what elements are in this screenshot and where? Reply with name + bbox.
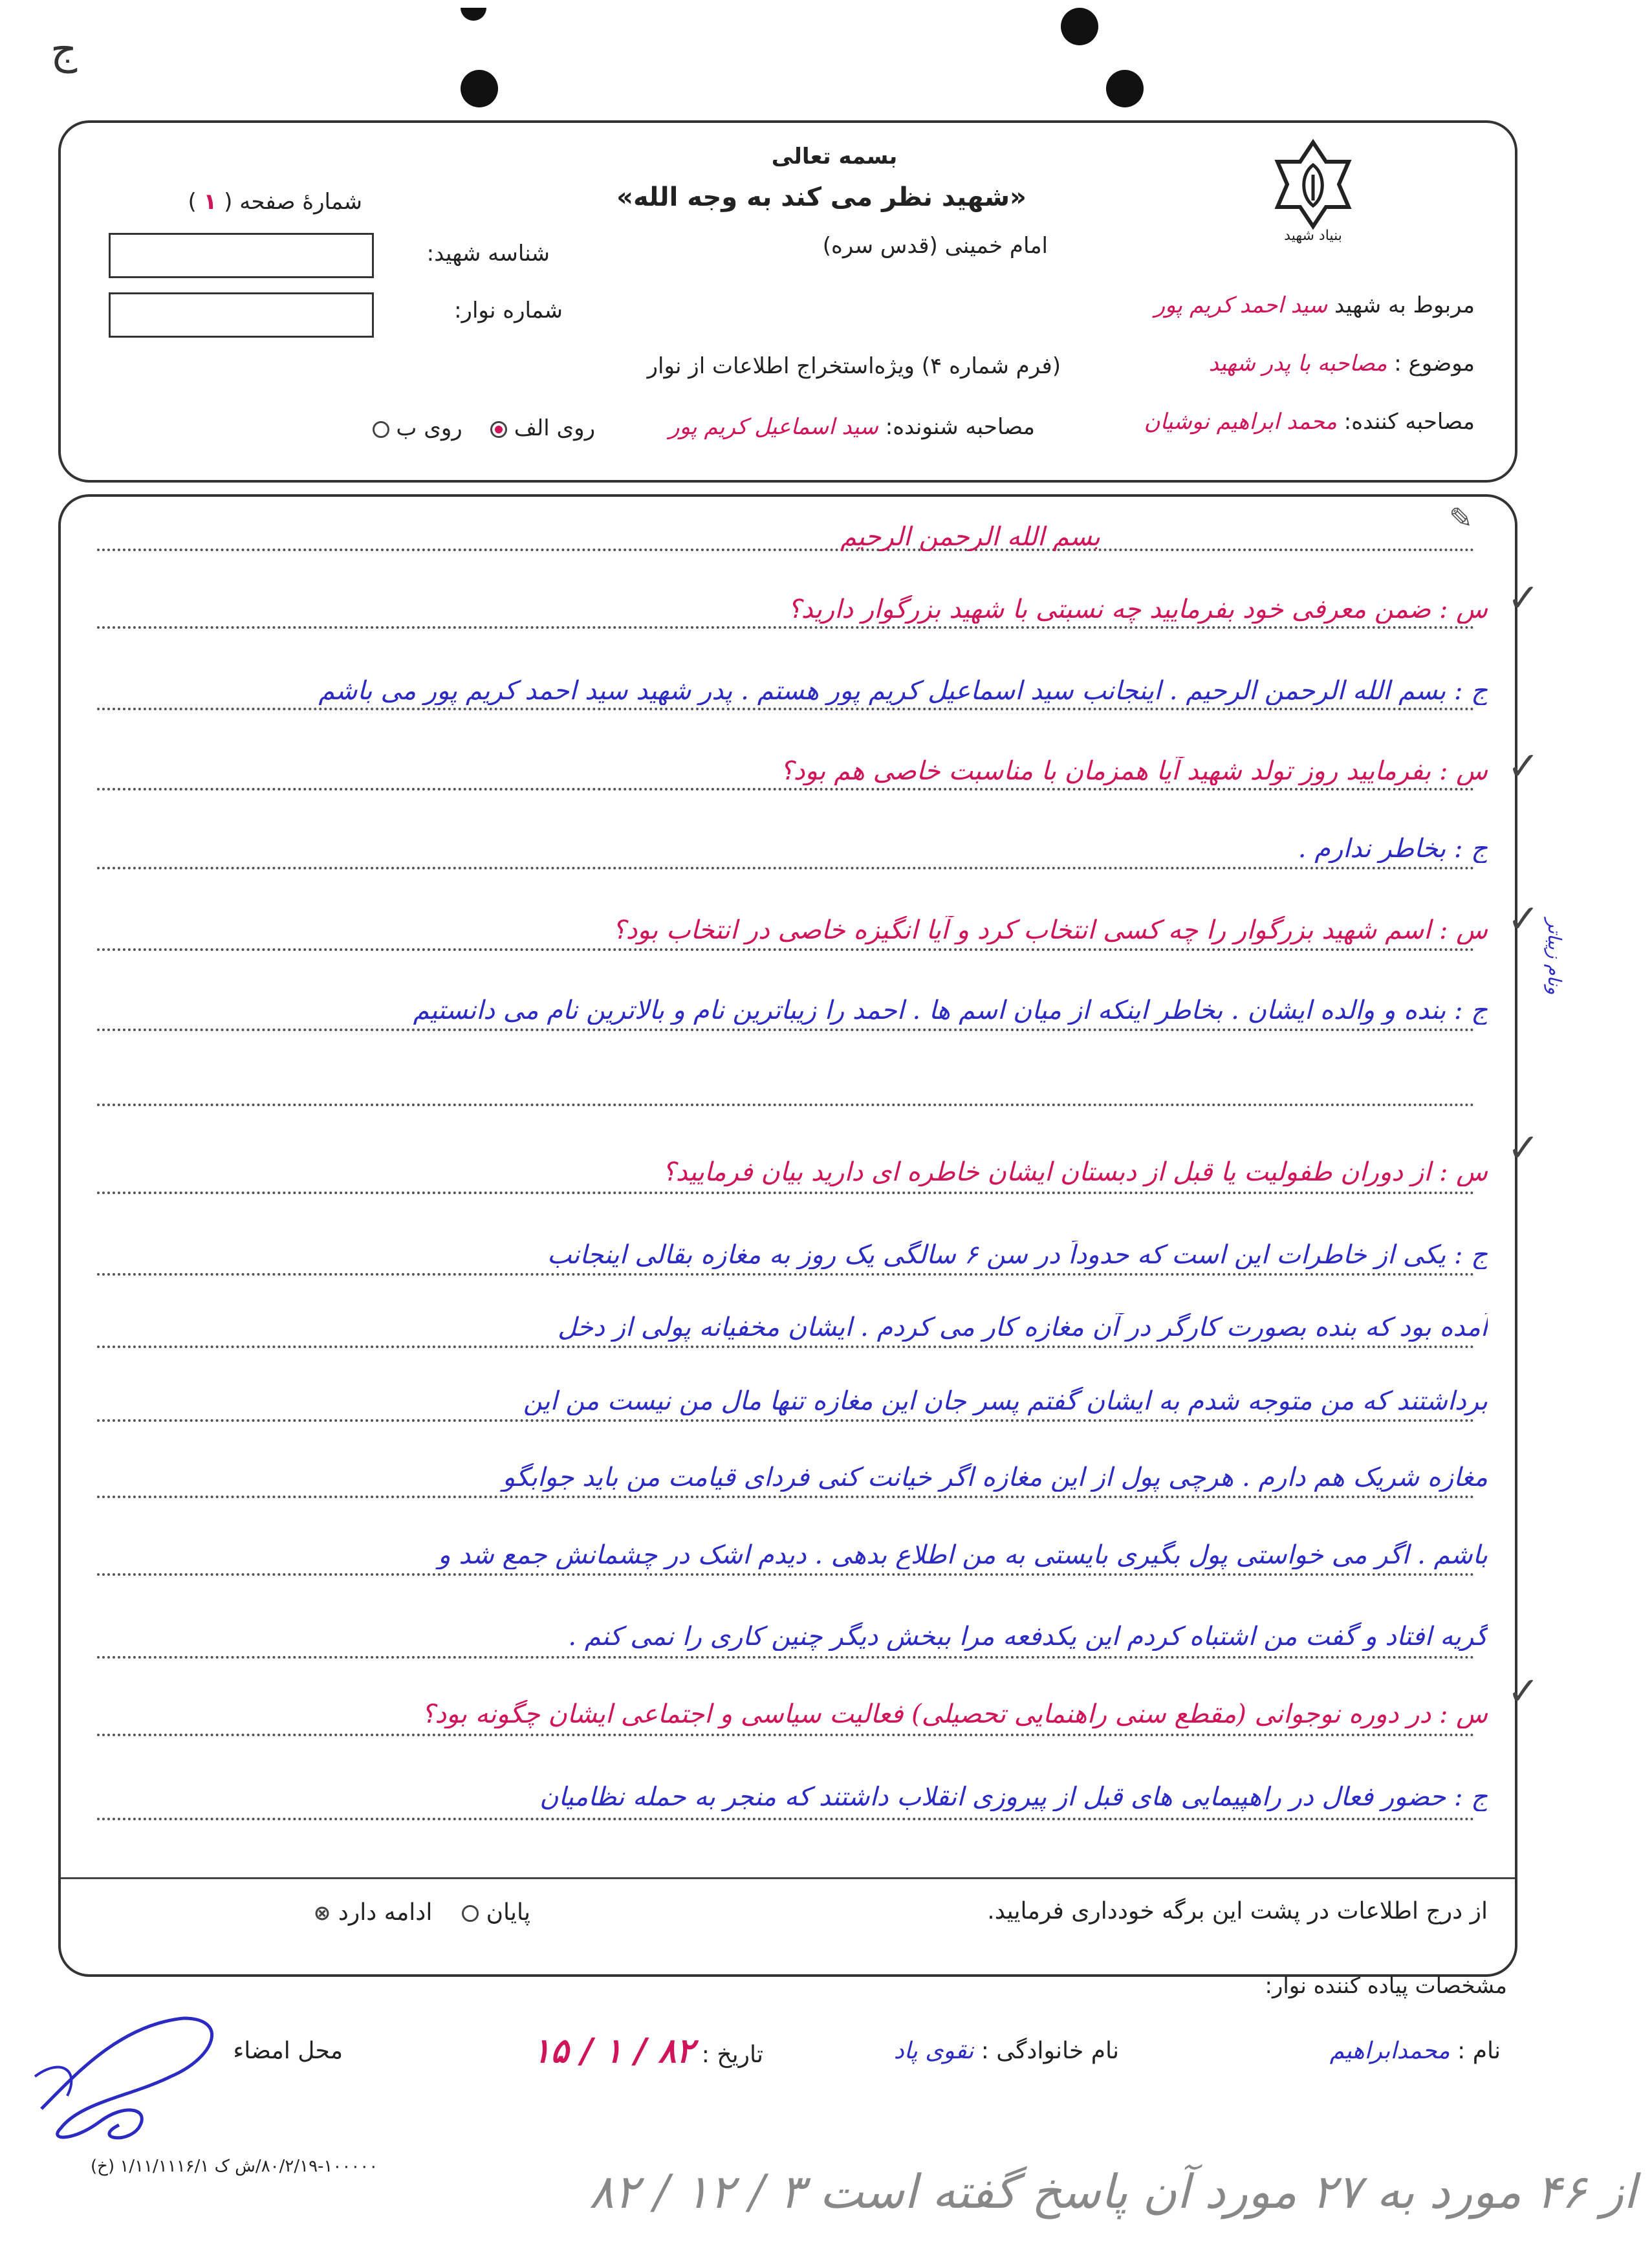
content-line: س : بفرمایید روز تولد شهید آیا همزمان با مناسبت خاصی هم بود؟ (779, 757, 1488, 785)
dotted-line (97, 1273, 1475, 1276)
content-line: س : اسم شهید بزرگوار را چه کسی انتخاب کرد و آیا انگیزه خاصی در انتخاب بود؟ (612, 916, 1488, 944)
side-a-label: روی الف (514, 415, 595, 441)
content-line: ج : بخاطر ندارم . (1298, 834, 1488, 863)
dotted-line (97, 626, 1475, 629)
foundation-logo-icon (1261, 136, 1365, 265)
motto-heading: «شهید نظر می کند به وجه الله» (616, 182, 1027, 212)
page-number (91, 189, 362, 215)
footer-note: از درج اطلاعات در پشت این برگه خودداری فرمایید. (987, 1898, 1488, 1924)
pen-icon: ✎ (1449, 502, 1473, 535)
subject-row (1113, 351, 1475, 376)
dotted-line (97, 1345, 1475, 1348)
margin-note: ونام زیباتر (1544, 919, 1565, 995)
bismillah-heading: بسمه تعالی (771, 144, 898, 169)
check-mark-icon: ✓ (1507, 576, 1540, 621)
interviewee-value: سید اسماعیل کریم پور (669, 414, 878, 440)
opening-line: بسم الله الرحمن الرحیم (840, 523, 1101, 551)
dotted-line (97, 1029, 1475, 1031)
dotted-line (97, 708, 1475, 710)
transcriber-title: مشخصات پیاده کننده نوار: (1265, 1973, 1507, 1999)
content-line: باشم . اگر می خواستی پول بگیری بایستی به من اطلاع بدهی . دیدم اشک در چشمانش جمع شد و (438, 1541, 1488, 1569)
signature-icon (22, 1999, 235, 2148)
dotted-line (97, 867, 1475, 869)
interviewee-row (621, 414, 1035, 440)
dotted-line (97, 1734, 1475, 1736)
content-box (58, 494, 1517, 1977)
page-number-value: ۱ (203, 189, 217, 215)
name-label: نام : (1457, 2038, 1501, 2064)
logo-caption: بنیاد شهید (1284, 228, 1342, 244)
related-martyr-value: سید احمد کریم پور (1154, 292, 1328, 318)
punch-hole (461, 70, 498, 107)
dotted-line (97, 1419, 1475, 1422)
end-label: پایان (486, 1899, 530, 1926)
transcriber-family-row (834, 2038, 1119, 2064)
motto-source: امام خمینی (قدس سره) (822, 233, 1048, 259)
side-b-label: روی ب (396, 415, 462, 441)
continue-checked-icon[interactable]: ⊗ (313, 1901, 331, 1925)
content-line: س : از دوران طفولیت یا قبل از دبستان ایشان خاطره ای دارید بیان فرمایید؟ (662, 1158, 1488, 1186)
content-line: ج : یکی از خاطرات این است که حدوداً در سن ۶ سالگی یک روز به مغازه بقالی اینجانب (547, 1241, 1488, 1269)
martyr-id-label: شناسه شهید: (426, 241, 550, 267)
date-value: ۸۲ / ۱ / ۱۵ (532, 2031, 695, 2071)
content-line: آمده بود که بنده بصورت کارگر در آن مغازه کار می کردم . ایشان مخفیانه پولی از دخل (558, 1313, 1488, 1342)
end-radio[interactable] (462, 1905, 479, 1922)
date-label: تاریخ : (701, 2042, 763, 2068)
content-line: س : ضمن معرفی خود بفرمایید چه نسبتی با شهید بزرگوار دارید؟ (787, 595, 1488, 624)
content-line: س : در دوره نوجوانی (مقطع سنی راهنمایی تحصیلی) فعالیت سیاسی و اجتماعی ایشان چگونه بود؟ (421, 1700, 1488, 1728)
content-line: مغازه شریک هم دارم . هرچی پول از این مغازه اگر خیانت کنی فردای قیامت من باید جوابگو (503, 1463, 1488, 1492)
transcriber-name-row (1125, 2038, 1501, 2064)
punch-hole (461, 8, 486, 21)
corner-mark: ﺝ (50, 26, 78, 74)
dotted-line (97, 1818, 1475, 1820)
check-mark-icon: ✓ (1507, 744, 1540, 789)
content-line: ج : حضور فعال در راهپیمایی های قبل از پیروزی انقلاب داشتند که منجر به حمله نظامیان (539, 1783, 1488, 1811)
tape-number-field[interactable] (109, 292, 374, 338)
dotted-line (97, 1192, 1475, 1194)
punch-hole (1106, 70, 1144, 107)
interviewee-label: مصاحبه شنونده: (885, 414, 1035, 440)
content-line: ج : بسم الله الرحمن الرحیم . اینجانب سید اسماعیل کریم پور هستم . پدر شهید سید احمد کریم پور می باشم (318, 677, 1488, 705)
interviewer-row (1100, 409, 1475, 435)
content-line: ج : بنده و والده ایشان . بخاطر اینکه از میان اسم ها . احمد را زیباترین نام و بالاترین نام می دانستیم (413, 996, 1488, 1025)
form-title: (فرم شماره ۴) ویژه‌استخراج اطلاعات از نوار (647, 353, 1061, 379)
family-value: نقوی پاد (893, 2038, 974, 2064)
tape-side-options (259, 415, 595, 441)
content-line: برداشتند که من متوجه شدم به ایشان گفتم پسر جان این مغازه تنها مال من نیست من این (523, 1387, 1488, 1415)
continuation-options (207, 1899, 530, 1926)
name-value: محمدابراهیم (1329, 2038, 1450, 2064)
punch-hole (1061, 8, 1098, 45)
tape-number-label: شماره نوار: (454, 298, 563, 323)
family-label: نام خانوادگی : (981, 2038, 1119, 2064)
check-mark-icon: ✓ (1507, 1126, 1540, 1171)
martyr-id-field[interactable] (109, 233, 374, 278)
check-mark-icon: ✓ (1507, 1669, 1540, 1714)
continue-label: ادامه دارد (338, 1899, 433, 1926)
check-mark-icon: ✓ (1507, 897, 1540, 942)
page-number-close: ) (188, 189, 197, 215)
page-number-label: شمارهٔ صفحه ( (224, 189, 362, 215)
related-martyr-label: مربوط به شهید (1334, 292, 1475, 318)
dotted-line (97, 1656, 1475, 1659)
transcriber-date-row (375, 2031, 763, 2071)
pencil-annotation: از ۴۶ مورد به ۲۷ مورد آن پاسخ گفته است ۳ / ۱۲ / ۸۲ (589, 2164, 1636, 2219)
interviewer-label: مصاحبه کننده: (1343, 409, 1475, 435)
side-b-radio[interactable] (373, 421, 389, 438)
dotted-line (97, 1104, 1475, 1106)
signature-label: محل امضاء (233, 2038, 343, 2064)
content-line: گریه افتاد و گفت من اشتباه کردم این یکدفعه مرا ببخش دیگر چنین کاری را نمی کنم . (568, 1622, 1488, 1651)
dotted-line (97, 948, 1475, 951)
footer-separator (61, 1877, 1515, 1879)
dotted-line (97, 1573, 1475, 1576)
subject-label: موضوع : (1394, 351, 1475, 376)
side-a-radio[interactable] (490, 421, 507, 438)
related-martyr-row (1093, 292, 1475, 318)
interviewer-value: محمد ابراهیم نوشیان (1144, 409, 1337, 435)
subject-value: مصاحبه با پدر شهید (1208, 351, 1387, 376)
dotted-line (97, 788, 1475, 790)
dotted-line (97, 1496, 1475, 1498)
form-reference-number: (خ) ۱۰۰۰۰۰-۸۰/۲/۱۹/ش ک ۱/۱۱/۱۱۱۶/۱ (91, 2157, 378, 2176)
